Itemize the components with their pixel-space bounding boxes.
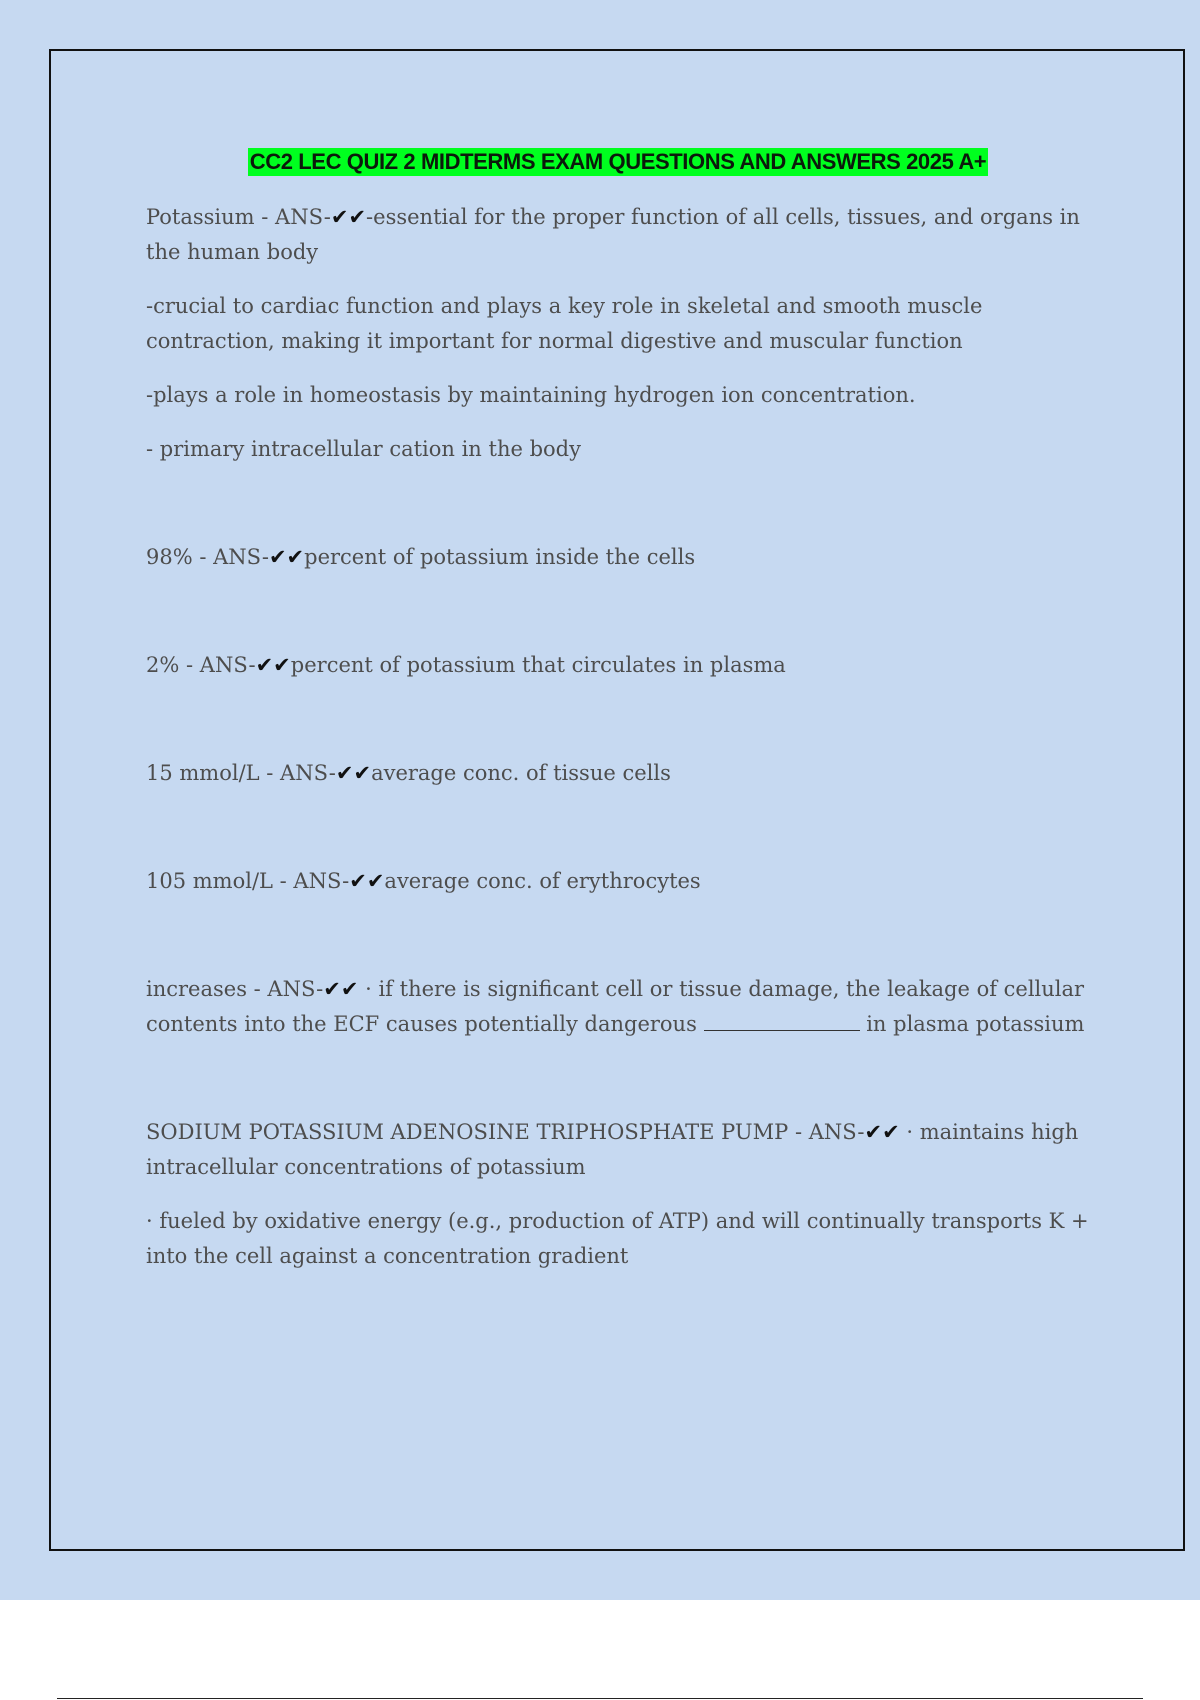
check-mark-icon: ✔✔ <box>330 205 367 229</box>
entry-separator: - ANS- <box>254 205 331 229</box>
entry-answer-line: -essential for the proper function of all cells, tissues, and organs in the human body <box>146 205 1080 264</box>
check-mark-icon: ✔✔ <box>268 545 305 569</box>
entry-answer: percent of potassium inside the cells <box>304 545 696 569</box>
qa-entry-na-k-atp-pump <box>146 1115 1096 1185</box>
footer-rule <box>57 1698 1143 1699</box>
check-mark-icon: ✔✔ <box>335 761 372 785</box>
entry-separator: - ANS- <box>192 545 269 569</box>
entry-answer-line: · maintains high intracellular concentrations of potassium <box>146 1120 1079 1179</box>
entry-answer-after-blank: in plasma potassium <box>859 1012 1085 1036</box>
document-title: CC2 LEC QUIZ 2 MIDTERMS EXAM QUESTIONS AND ANSWERS 2025 A+ <box>249 149 987 174</box>
qa-entry-105-mmol <box>146 864 1096 899</box>
entry-separator: - ANS- <box>788 1120 865 1144</box>
qa-entry-98-percent <box>146 540 1096 575</box>
qa-entry-2-percent <box>146 648 1096 683</box>
entry-answer: average conc. of erythrocytes <box>384 869 701 893</box>
entry-term: 98% <box>146 545 193 569</box>
entry-separator: - ANS- <box>272 869 350 893</box>
qa-entry-15-mmol <box>146 756 1096 791</box>
entry-term: SODIUM POTASSIUM ADENOSINE TRIPHOSPHATE PUMP <box>146 1120 789 1144</box>
entry-term: Potassium <box>146 205 255 229</box>
document-body <box>146 200 1096 1274</box>
entry-answer: percent of potassium that circulates in plasma <box>290 653 786 677</box>
entry-term: 2% <box>146 653 180 677</box>
entry-answer-line: · fueled by oxidative energy (e.g., production of ATP) and will continually transports K + into the cell against a concentration gradient <box>146 1209 1089 1268</box>
qa-entry-potassium <box>146 200 1096 270</box>
entry-separator: - ANS- <box>259 761 336 785</box>
entry-term: 105 mmol/L <box>146 869 273 893</box>
title-container <box>0 148 1200 176</box>
check-mark-icon: ✔✔ <box>255 653 291 677</box>
entry-answer-line: -plays a role in homeostasis by maintaining hydrogen ion concentration. <box>146 383 916 407</box>
entry-answer-line: -crucial to cardiac function and plays a key role in skeletal and smooth muscle contraction, making it important for normal digestive and muscular function <box>146 294 983 353</box>
entry-term: 15 mmol/L <box>146 761 260 785</box>
qa-entry-increases <box>146 972 1096 1042</box>
entry-term: increases <box>146 977 247 1001</box>
check-mark-icon: ✔✔ <box>349 869 385 893</box>
entry-answer-line: - primary intracellular cation in the body <box>146 437 581 461</box>
entry-answer: average conc. of tissue cells <box>371 761 671 785</box>
check-mark-icon: ✔✔ <box>323 977 359 1001</box>
fill-in-blank <box>704 1010 860 1031</box>
entry-answer-before-blank: · if there is significant cell or tissue damage, the leakage of cellular contents into the ECF causes potentially dangerous <box>146 977 1085 1036</box>
entry-separator: - ANS- <box>179 653 256 677</box>
check-mark-icon: ✔✔ <box>864 1120 900 1144</box>
entry-separator: - ANS- <box>246 977 324 1001</box>
